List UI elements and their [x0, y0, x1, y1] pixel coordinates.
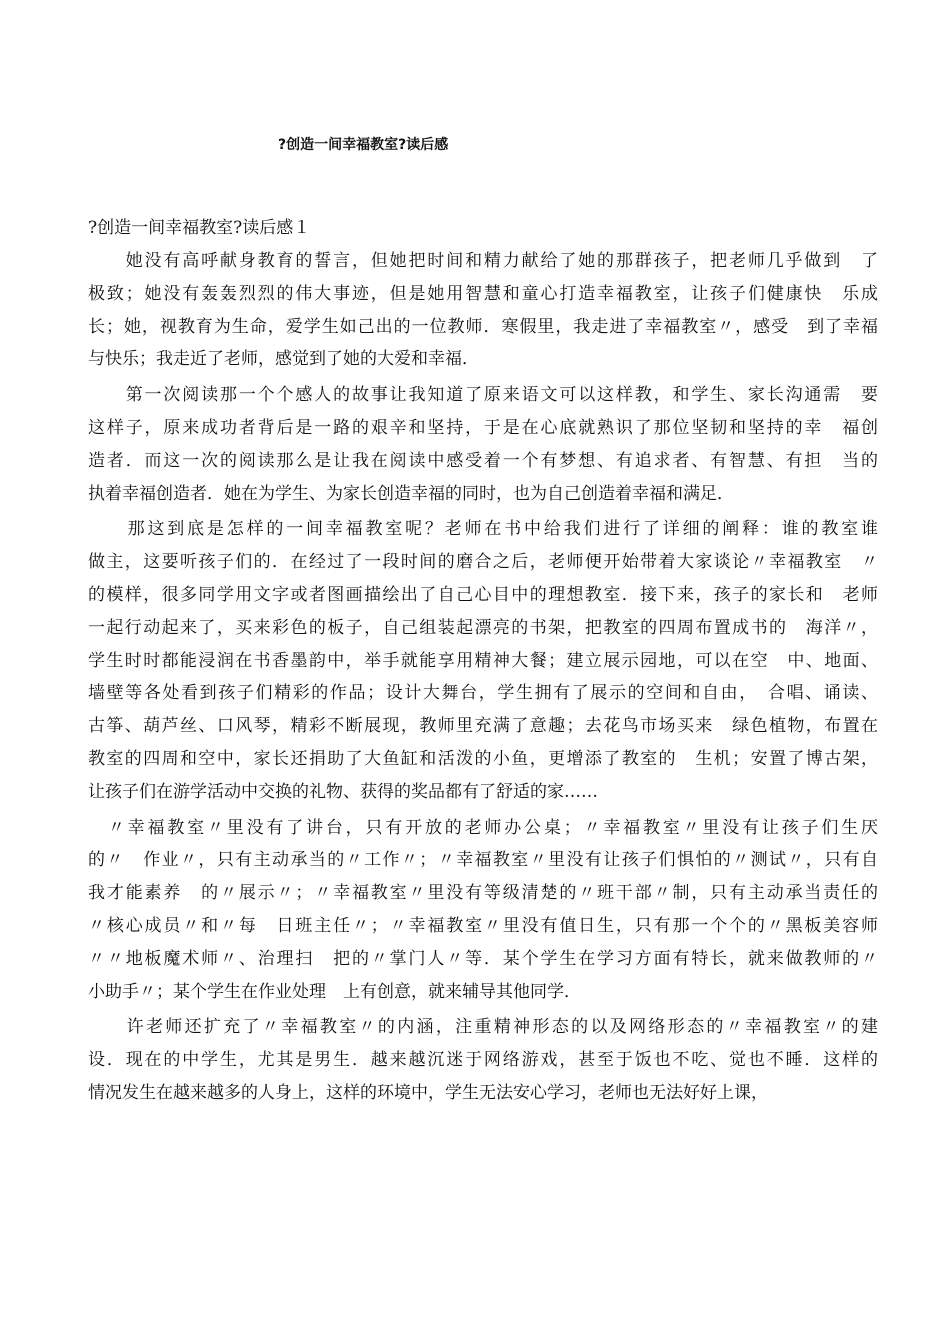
text-line: 许老师还扩充了〃幸福教室〃的内涵，注重精神形态的以及网络形态的〃幸福教室〃的建: [88, 1017, 878, 1038]
text-line: 造者．而这一次的阅读那么是让我在阅读中感受着一个有梦想、有追求者、有智慧、有担 当的: [88, 450, 878, 471]
paragraph: [88, 513, 878, 808]
text-line: 让孩子们在游学活动中交换的礼物、获得的奖品都有了舒适的家……: [88, 781, 598, 802]
text-line: 墙壁等各处看到孩子们精彩的作品；设计大舞台，学生拥有了展示的空间和自由， 合唱、诵读、: [88, 683, 878, 704]
text-line: 情况发生在越来越多的人身上，这样的环境中，学生无法安心学习，老师也无法好好上课，: [88, 1082, 768, 1103]
text-line: 执着幸福创造者．她在为学生、为家长创造幸福的同时，也为自己创造着幸福和满足．: [88, 483, 734, 504]
text-line: 设．现在的中学生，尤其是男生．越来越沉迷于网络游戏，甚至于饭也不吃、觉也不睡．这样的: [88, 1050, 878, 1071]
text-line: 小助手〃；某个学生在作业处理 上有创意，就来辅导其他同学．: [88, 981, 581, 1002]
text-line: 的模样，很多同学用文字或者图画描绘出了自己心目中的理想教室．接下来，孩子的家长和 老师: [88, 584, 878, 605]
text-line: 〃核心成员〃和〃每 日班主任〃；〃幸福教室〃里没有值日生，只有那一个个的〃黑板美容师: [88, 915, 878, 936]
text-line: 她没有高呼献身教育的誓言，但她把时间和精力献给了她的那群孩子，把老师几乎做到 了: [88, 251, 878, 271]
paragraph: [88, 379, 878, 510]
body-text: [88, 245, 878, 1113]
text-line: 那这到底是怎样的一间幸福教室呢？老师在书中给我们进行了详细的阐释：谁的教室谁: [88, 519, 878, 540]
text-line: 古筝、葫芦丝、口风琴，精彩不断展现，教师里充满了意趣；去花鸟市场买来 绿色植物，布置在: [88, 716, 878, 737]
text-line: 学生时时都能浸润在书香墨韵中，举手就能享用精神大餐；建立展示园地，可以在空 中、地面、: [88, 650, 878, 671]
text-line: 做主，这要听孩子们的．在经过了一段时间的磨合之后，老师便开始带着大家谈论〃幸福教室 〃: [88, 552, 878, 573]
paragraph: [88, 245, 878, 376]
document-title: ?创造一间幸福教室?读后感: [278, 137, 449, 153]
text-line: 长；她，视教育为生命，爱学生如己出的一位教师．寒假里，我走进了幸福教室〃，感受 到了幸福: [88, 316, 878, 337]
text-line: 第一次阅读那一个个感人的故事让我知道了原来语文可以这样教，和学生、家长沟通需 要: [88, 385, 878, 406]
text-line: 的〃 作业〃，只有主动承当的〃工作〃；〃幸福教室〃里没有让孩子们惧怕的〃测试〃，只有自: [88, 850, 878, 871]
text-line: 一起行动起来了，买来彩色的板子，自己组装起漂亮的书架，把教室的四周布置成书的 海洋〃，: [88, 617, 878, 638]
paragraph: [88, 812, 878, 1009]
text-line: 教室的四周和空中，家长还捐助了大鱼缸和活泼的小鱼，更增添了教室的 生机；安置了博古架，: [88, 748, 878, 769]
text-line: 〃〃地板魔术师〃、治理扫 把的〃掌门人〃等．某个学生在学习方面有特长，就来做教师的〃: [88, 948, 878, 969]
paragraph: [88, 1011, 878, 1109]
text-line: 极致；她没有轰轰烈烈的伟大事迹，但是她用智慧和童心打造幸福教室，让孩子们健康快 乐成: [88, 283, 878, 304]
text-line: 这样子，原来成功者背后是一路的艰辛和坚持，于是在心底就熟识了那位坚韧和坚持的幸 福创: [88, 417, 878, 438]
text-line: 与快乐；我走近了老师，感觉到了她的大爱和幸福．: [88, 349, 479, 370]
section-heading: ?创造一间幸福教室?读后感１: [88, 218, 311, 238]
text-line: 我才能素养 的〃展示〃；〃幸福教室〃里没有等级清楚的〃班干部〃制，只有主动承当责任的: [88, 883, 878, 904]
text-line: 〃幸福教室〃里没有了讲台，只有开放的老师办公桌；〃幸福教室〃里没有让孩子们生厌: [88, 817, 878, 838]
